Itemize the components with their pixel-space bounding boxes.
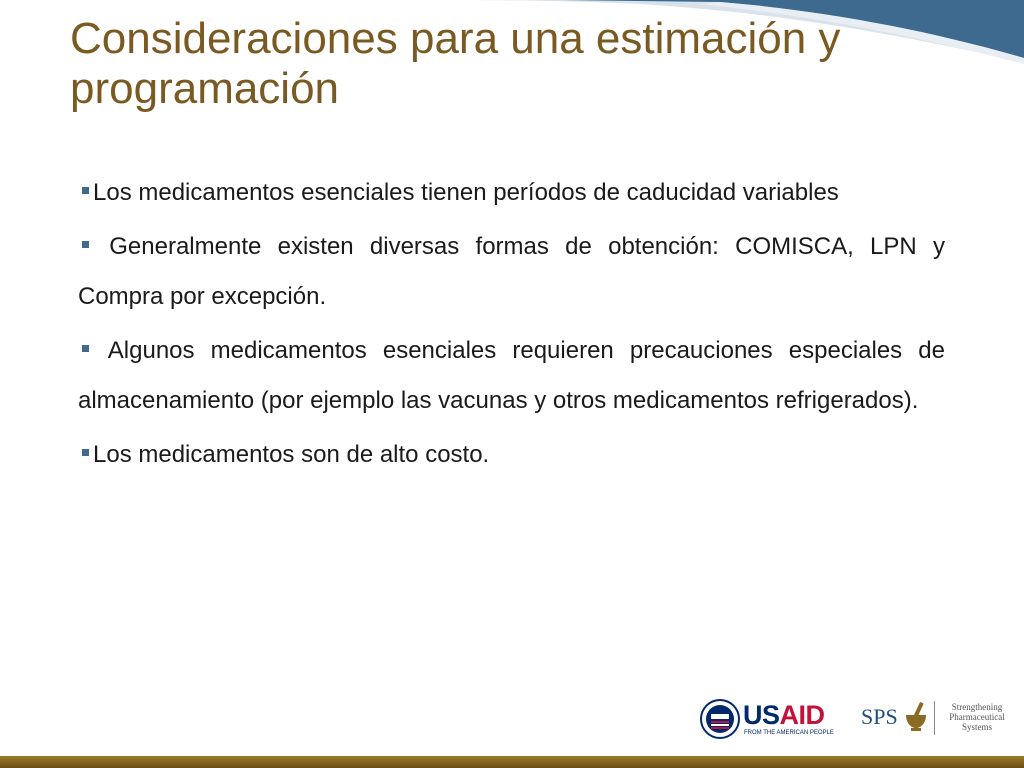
square-bullet-icon [82,449,89,456]
bottom-decorative-bar [0,756,1024,768]
square-bullet-icon [82,345,89,352]
sps-logo-wordmark: SPS [861,704,898,729]
bullet-item [78,430,945,480]
usaid-wordmark-us: US [743,700,780,730]
slide-title: Consideraciones para una estimación y programación [70,14,841,113]
bullet-text: Generalmente existen diversas formas de obtención: COMISCA, LPN y Compra por excepción. [78,233,945,310]
bullet-item [78,326,945,426]
bullet-list [78,168,945,484]
bullet-item [78,168,945,218]
mortar-and-pestle-icon [903,701,929,731]
square-bullet-icon [82,187,89,194]
square-bullet-icon [82,241,89,248]
sps-logo-text [938,702,1016,732]
bullet-text: Algunos medicamentos esenciales requieren precauciones especiales de almacenamiento (por ejemplo las vacunas y otros medicamentos refrigerados). [78,337,945,414]
usaid-seal-icon [700,699,740,739]
bullet-text: Los medicamentos son de alto costo. [93,441,490,468]
sps-text-line: Pharmaceutical [949,712,1005,722]
sps-text-line: Systems [961,722,992,732]
bullet-text: Los medicamentos esenciales tienen períodos de caducidad variables [93,179,839,206]
usaid-tagline: FROM THE AMERICAN PEOPLE [744,730,834,736]
footer-logos [698,697,1018,747]
bullet-item [78,222,945,322]
usaid-wordmark-aid: AID [779,700,825,730]
logo-divider [934,701,935,735]
sps-text-line: Strengthening [951,702,1003,712]
usaid-logo-wordmark [743,701,825,729]
